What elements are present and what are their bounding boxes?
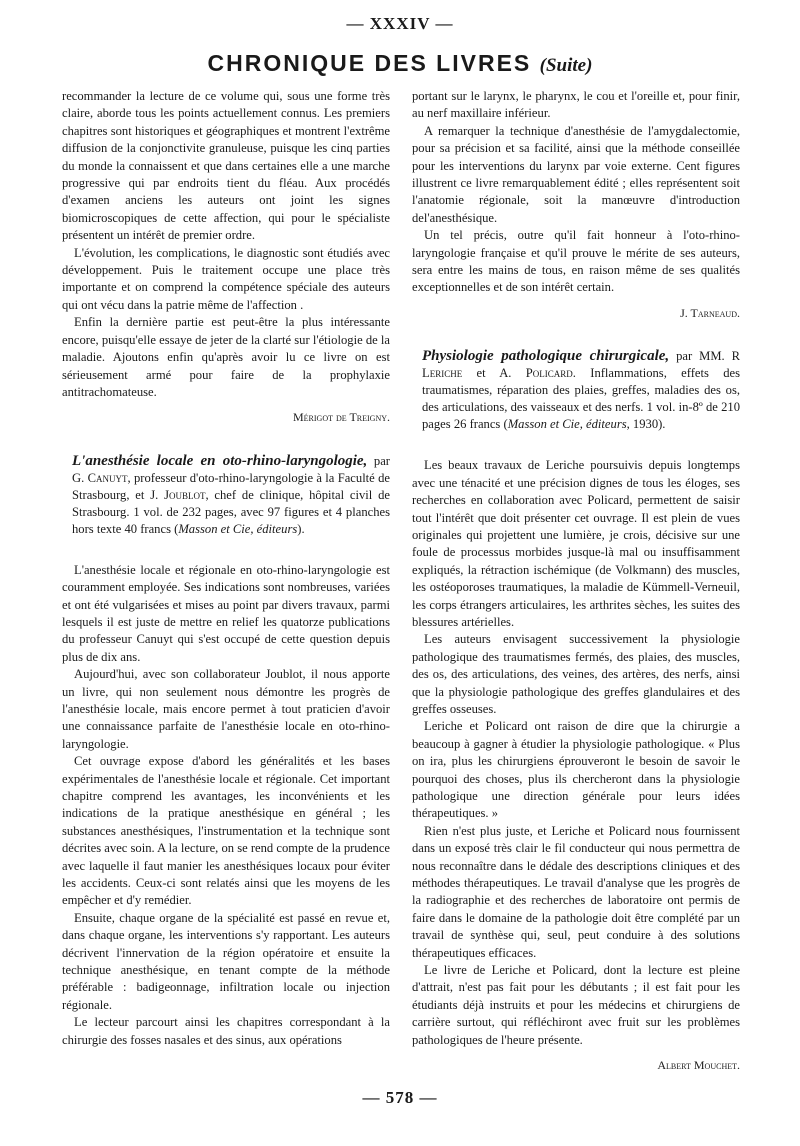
review3-publisher: Masson et Cie, éditeurs [507,417,627,432]
review2-author2: Joublot [164,487,206,502]
review3-paragraph: Les auteurs envisagent successivement la physiologie pathologique des traumatismes fermés, des plaies, des muscles, des os, des articulations, des veines, des artères, des nerfs, ainsi que la physiologie pathologique des greffes glandulaires et des greffes osseuses. [412,632,740,716]
review2-ref-end: ). [297,521,305,536]
roman-page-number: — XXXIV — [346,14,454,33]
review3-paragraph: Les beaux travaux de Leriche poursuivis depuis longtemps avec une ténacité et une précision dignes de tous les éloges, ses recherches en collaboration avec Policard, permettent de saisir tout l'intérêt que doit présenter cet ouvrage. Il est plein de vues originales qui projettent une lumière, je crois, décisive sur une foule de processus morbides jusque-là mal ou insuffisamment expliqués, la rétraction ischémique (de Volkmann) des muscles, les ostéoporoses traumatiques, la maladie de Kümmell-Verneuil, les corps étrangers articulaires, les arthrites sèches, les suites des blessures artérielles. [412,458,740,629]
page-number: — 578 — [362,1088,438,1107]
review3-signature: Albert Mouchet. [657,1058,740,1073]
title-suffix: (Suite) [539,55,593,76]
review3-ref-end: , 1930). [626,417,666,432]
title-text: CHRONIQUE DES LIVRES [207,50,532,76]
review2-cont-paragraph: Un tel précis, outre qu'il fait honneur à l'oto-rhino-laryngologie française et qu'il prouve le mérite de ses auteurs, sera entre les mains de tous, en raison même de ses qualités exceptionnelles et de son intérêt certain. [412,228,740,295]
left-column [62,88,390,1049]
review2-cont-paragraph: portant sur le larynx, le pharynx, le cou et l'oreille et, pour finir, au nerf maxillaire inférieur. [412,89,740,121]
review3-mid: et A. [476,366,512,381]
review1-paragraph: L'évolution, les complications, le diagnostic sont étudiés avec développement. Puis le traitement occupe une place très importante et on comprend la compétence spéciale des auteurs qui ont vécu dans la patrie même de l'affection . [62,245,390,312]
review2-paragraph: Aujourd'hui, avec son collaborateur Joublot, il nous apporte un livre, qui non seulement nous démontre les progrès de l'anesthésie locale, mais encore permet à tout praticien d'avoir une connaissance parfaite de l'anesthésie locale en oto-rhino-laryngologie. [62,667,390,751]
review2-book-title: L'anesthésie locale en oto-rhino-laryngologie, [72,452,368,469]
review3-by: par MM. R [676,349,740,364]
review2-paragraph: Ensuite, chaque organe de la spécialité est passé en revue et, dans chaque organe, les interventions s'y rapportant. Les auteurs décrivent l'innervation de la région opératoire et ensuite la technique anesthésique, en tenant compte de la méthode préférable : badigeonnage, infiltration locale ou injection régionale. [62,910,390,1012]
review2-desc1: , professeur d'oto-rhino-laryngologie à la Faculté de Strasbourg, et J. [72,470,390,502]
review2-cont-paragraph: A remarquer la technique d'anesthésie de l'amygdalectomie, pour sa précision et sa facilité, ainsi que la méthode conseillée pour les interventions du larynx par voie externe. Cent figures illustrent ce livre remarquablement édité ; elles représentent soit l'anatomie régionale, soit la manœuvre d'introduction del'anesthésique. [412,123,740,225]
review3-desc: . Inflammations, effets des traumatismes, réparation des plaies, greffes, maladies des os, des articulations, des vaisseaux et des nerfs. 1 vol. in-8º de 210 pages 26 francs ( [422,366,740,432]
review3-book-title: Physiologie pathologique chirurgicale, [422,348,670,365]
review2-author1: Canuyt [87,470,128,485]
review2-by: par G. [72,453,390,485]
review2-paragraph: Le lecteur parcourt ainsi les chapitres correspondant à la chirurgie des fosses nasales et des sinus, aux opérations [62,1015,390,1047]
review3-author1: Leriche [422,366,463,381]
review2-signature: J. Tarneaud. [680,305,740,320]
review3-paragraph: Leriche et Policard ont raison de dire que la chirurgie a beaucoup à gagner à étudier la physiologie pathologique. « Plus on ira, plus les chirurgiens éprouveront le besoin de savoir le pourquoi des choses, plus ils chercheront dans la physiologie pathologique une direction générale pour leurs idées thérapeutiques. » [412,719,740,821]
review3-paragraph: Rien n'est plus juste, et Leriche et Policard nous fournissent dans un exposé très clair le fil conducteur qui nous permettra de nous reconnaître dans le dédale des descriptions cliniques et des méthodes thérapeutiques. Le travail d'analyse que les progrès de la radiographie et des recherches de laboratoire ont permis de faire dans le domaine de la pathologie doit être complété par un travail de synthèse qui, seul, peut conduire à des solutions thérapeutiques efficaces. [412,823,740,960]
right-column [412,88,740,1075]
review1-paragraph: Enfin la dernière partie est peut-être la plus intéressante encore, puisqu'elle essaye de jeter de la clarté sur l'étiologie de la maladie. Ajoutons enfin qu'après avoir lu ce livre on est sérieusement armé pour faire de la prophylaxie antitrachomateuse. [62,315,390,399]
review3-paragraph: Le livre de Leriche et Policard, dont la lecture est pleine d'attrait, n'est pas fait pour les débutants ; il est fait pour les étudiants déjà instruits et pour les médecins et chirurgiens de carrière surtout, qui réfléchiront avec fruit sur les problèmes pathologiques de l'heure présente. [412,963,740,1047]
review2-publisher: Masson et Cie, éditeurs [178,521,298,536]
page-title [0,50,800,77]
review3-author2: Policard [525,366,573,381]
review3-reference [412,348,740,433]
review1-paragraph: recommander la lecture de ce volume qui, sous une forme très claire, aborde tous les points actuellement connus. Les premiers chapitres sont historiques et géographiques et montrent l'extrême diffusion de la conjonctivite granuleuse, puisque les cinq parties du monde la connaissent et que dans certaines elle a une marche progressive qui par endroits tient du fléau. Aux procédés d'examen anciens les auteurs ont joint les signes biomicroscopiques de cette affection, qui pour le spécialiste présentent un intérêt de premier ordre. [62,89,390,243]
review2-desc2: , chef de clinique, hôpital civil de Strasbourg. 1 vol. de 232 pages, avec 97 figures et 4 planches hors texte 40 francs ( [72,487,390,536]
review1-signature: Mérigot de Treigny. [293,410,390,425]
review2-paragraph: L'anesthésie locale et régionale en oto-rhino-laryngologie est couramment employée. Ses indications sont nombreuses, variées et ont été vulgarisées et mises au point par divers travaux, parmi lesquels il est juste de mettre en relief les quatorze publications du professeur Canuyt qui s'est occupé de cette question depuis plus de dix ans. [62,562,390,664]
review2-reference [62,453,390,538]
review2-paragraph: Cet ouvrage expose d'abord les généralités et les bases expérimentales de l'anesthésie locale et régionale. Cet important chapitre comprend les avantages, les inconvénients et les indications de la pratique anesthésique en général ; les substances anesthésiques, l'instrumentation et la technique sont décrites avec soin. A la lecture, on se rend compte de la prudence avec laquelle il faut manier les anesthésiques locaux pour éviter les accidents. Ceux-ci sont relatés ainsi que les moyens de les empêcher et d'y remédier. [62,754,391,908]
